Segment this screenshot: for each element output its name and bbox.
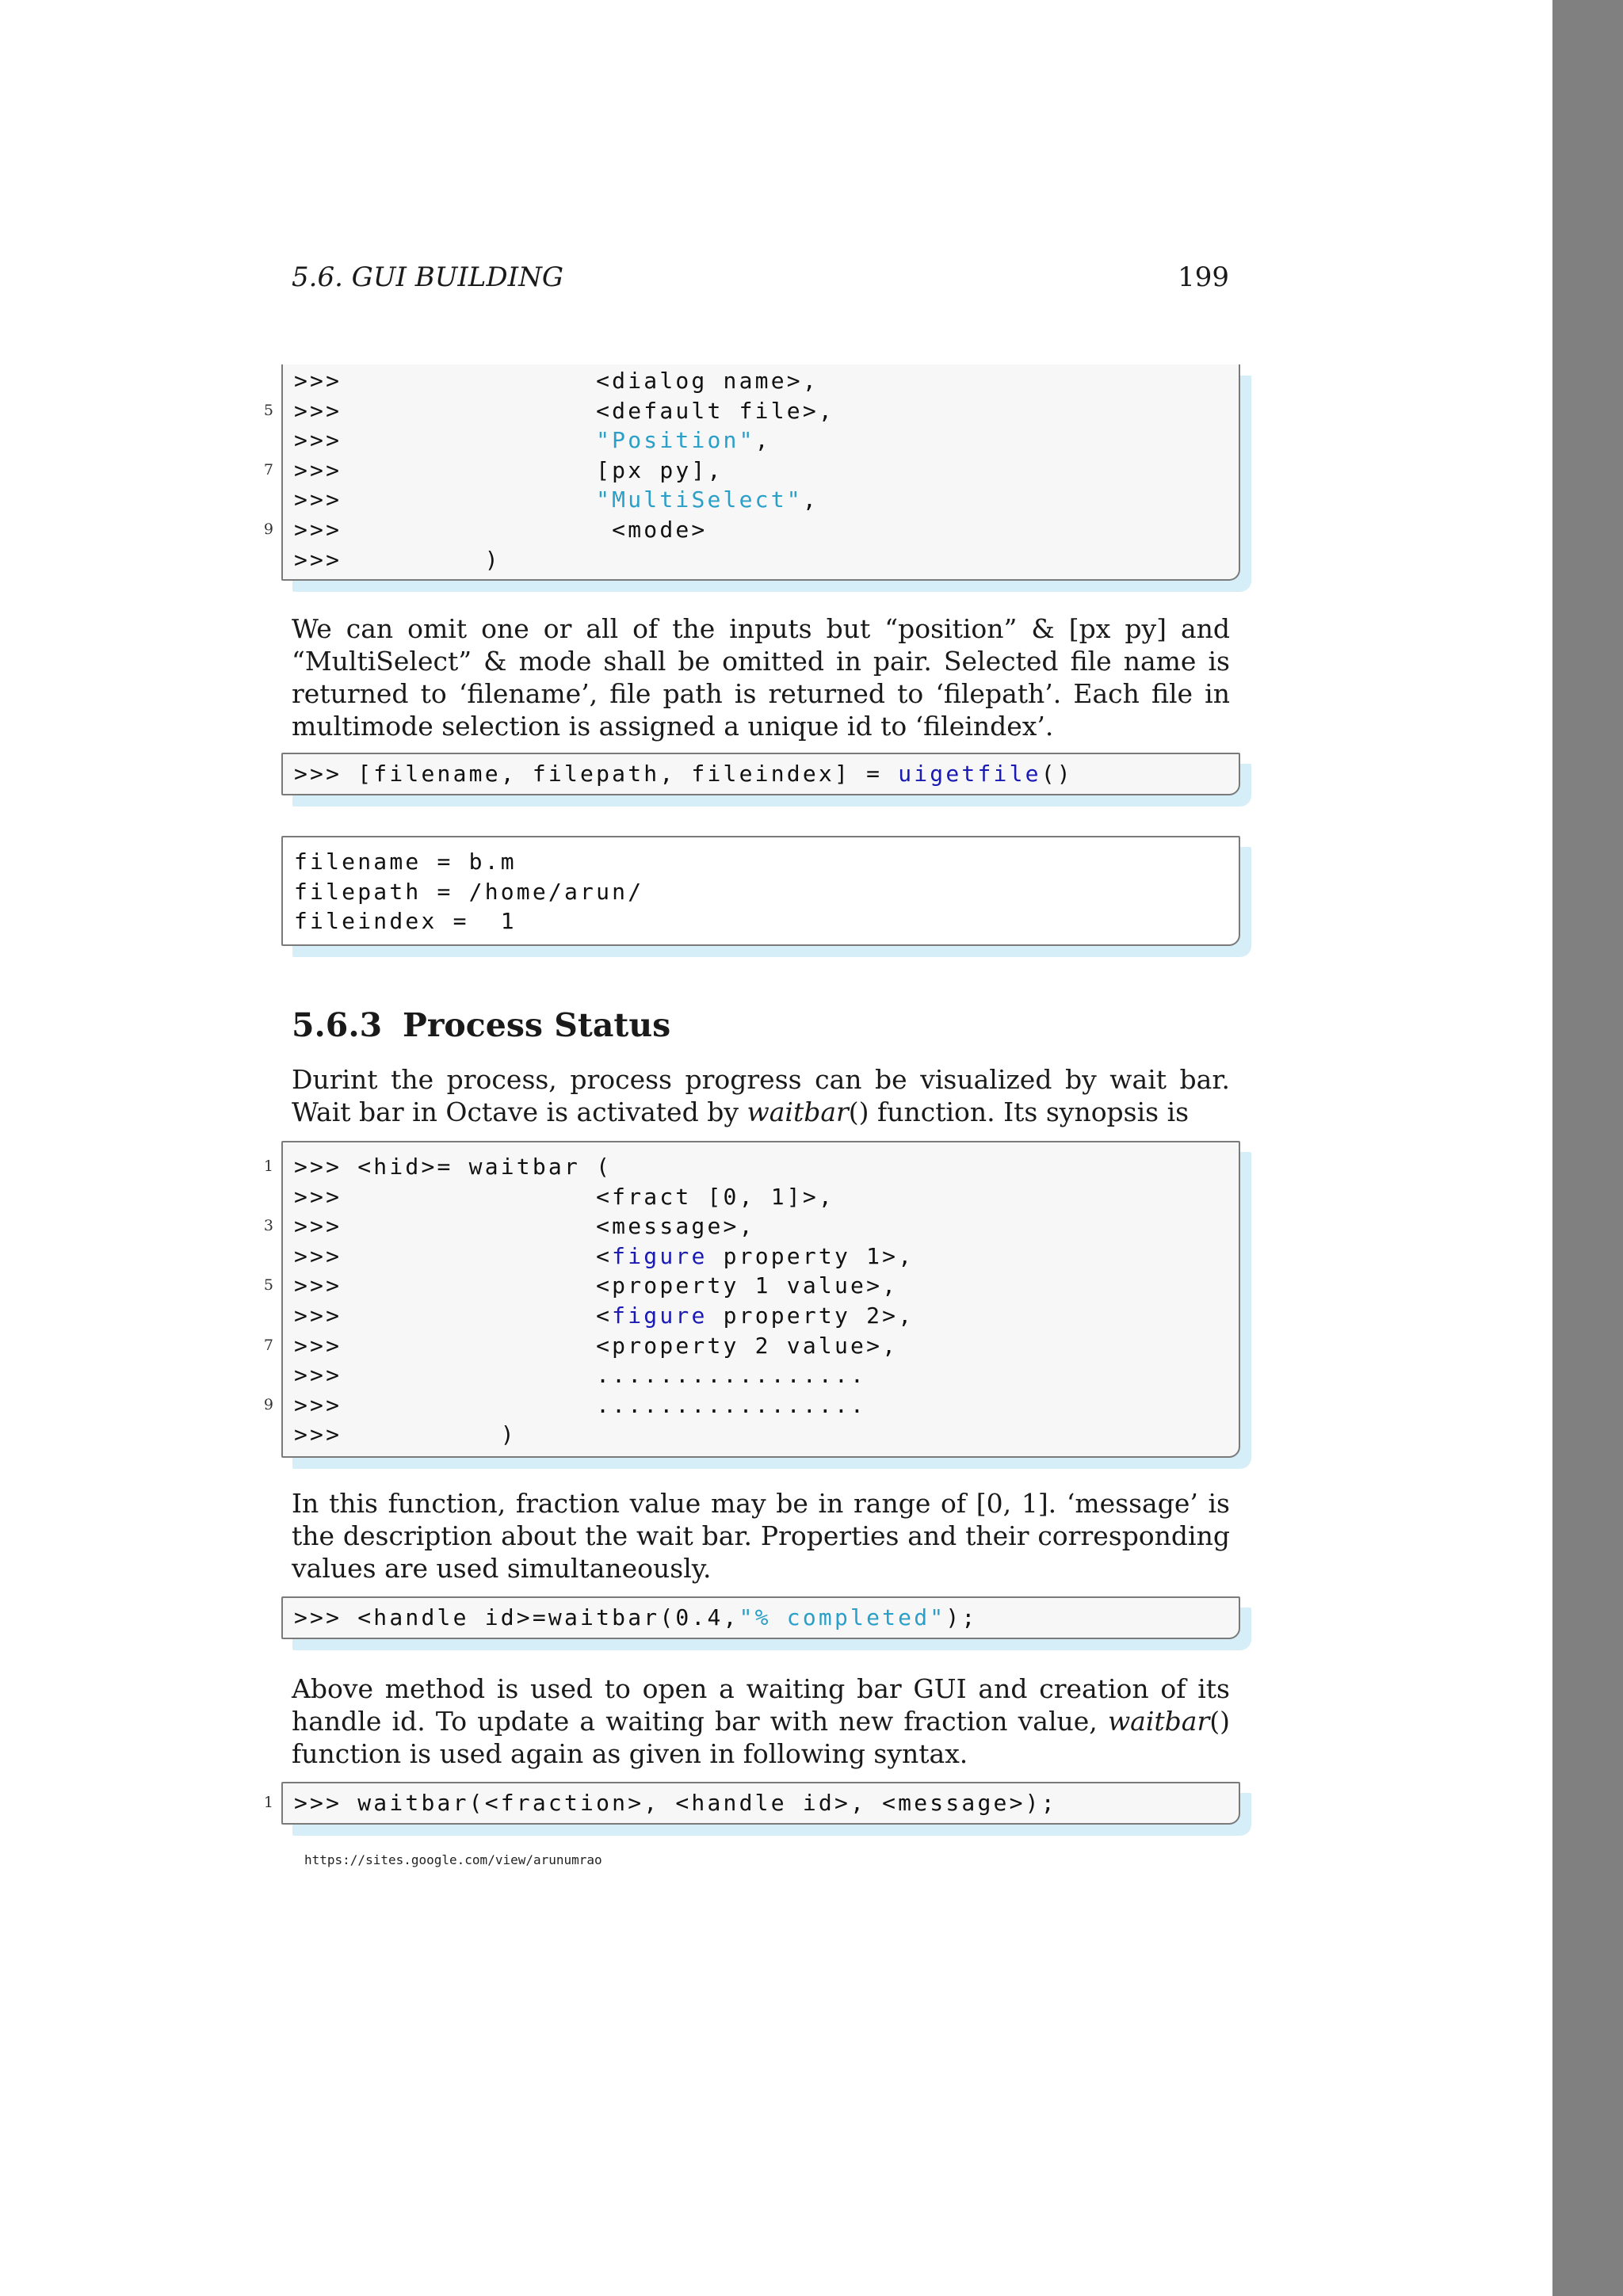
code-text: () [1041,761,1073,787]
line-number: 3 [263,1217,273,1235]
code-block-waitbar-update [263,1782,1240,1825]
code-line [283,425,1239,456]
paragraph-waitbar-params: In this function, fraction value may be in range of [0, 1]. ‘message’ is the description about the wait bar. Properties and their corresponding values are used simultaneously. [292,1488,1230,1584]
code-text: filename = b.m [294,849,517,875]
line-number: 7 [263,1336,273,1354]
code-text: fileindex = 1 [294,908,517,935]
page-number: 199 [1178,261,1229,293]
line-number: 9 [263,520,273,538]
code-text: filepath = /home/arun/ [294,878,644,905]
code-text: >>> <default file>, [294,397,834,424]
code-block-uigetfile-call [281,753,1240,795]
code-text: >>> [294,427,597,454]
text-segment: Above method is used to open a waiting bar GUI and creation of its handle id. To update a waiting bar with new fraction value, [292,1673,1230,1737]
section-heading [292,1006,670,1044]
code-text: >>> ) [294,546,501,573]
code-line [283,1360,1239,1390]
code-line [283,1301,1239,1331]
code-keyword: figure [612,1302,708,1329]
code-text: , [754,427,771,454]
code-string: "Position" [596,427,755,454]
code-line [283,1420,1239,1450]
code-keyword: figure [612,1242,708,1269]
line-number: 5 [263,1276,273,1295]
code-text: >>> ................. [294,1391,867,1418]
code-string: "MultiSelect" [596,486,803,513]
code-text: >>> <hid>= waitbar ( [294,1154,613,1180]
code-block-uigetfile-synopsis [263,364,1240,581]
line-number: 1 [263,1158,273,1175]
section-number: 5.6.3 [292,1006,383,1044]
code-text: >>> ) [294,1421,517,1448]
line-number: 1 [263,1794,273,1811]
emphasis-waitbar: waitbar [1107,1706,1210,1737]
code-text: >>> < [294,1242,613,1269]
code-text: >>> <mode> [294,516,708,543]
code-text: >>> [294,486,597,513]
code-line [263,456,1239,486]
code-block-waitbar-call [281,1596,1240,1639]
code-line [283,1603,1239,1633]
code-text: property 2>, [707,1302,915,1329]
line-number: 9 [263,1395,273,1413]
code-text: >>> <dialog name>, [294,368,819,394]
code-text: >>> < [294,1302,613,1329]
code-text: >>> [px py], [294,456,724,483]
code-text: >>> <handle id>=waitbar(0.4, [294,1604,739,1630]
paragraph-waitbar-intro [292,1063,1230,1128]
page-edge-bar [1552,0,1623,2296]
emphasis-waitbar: waitbar [747,1097,849,1127]
code-line [283,485,1239,515]
code-line [263,1271,1239,1301]
code-text: property 1>, [707,1242,915,1269]
footer-url: https://sites.google.com/view/arunumrao [304,1852,602,1867]
code-line [283,1182,1239,1212]
code-line [283,545,1239,575]
code-line [283,906,1239,936]
text-segment: () function. Its synopsis is [848,1097,1190,1127]
code-line [283,877,1239,907]
paragraph-uigetfile-description: We can omit one or all of the inputs but “position” & [px py] and “MultiSelect” & mode shall be omitted in pair. Selected file name is returned to ‘filename’, file path is returned to ‘filepath’. Each file in multimode selection is assigned a unique id to ‘fileindex’. [292,613,1230,742]
code-keyword: uigetfile [898,761,1041,787]
code-string: "% completed" [739,1604,946,1630]
code-text: >>> <fract [0, 1]>, [294,1183,834,1210]
code-line [283,366,1239,396]
code-line [263,1390,1239,1421]
code-text: , [802,486,819,513]
output-block-uigetfile [281,836,1240,946]
code-line [283,1241,1239,1272]
code-line [283,759,1239,789]
code-line [263,1211,1239,1241]
code-text: ); [945,1604,978,1630]
code-line [263,1788,1239,1818]
running-head-section: 5.6. GUI BUILDING [292,261,563,293]
code-text: >>> <property 2 value>, [294,1332,899,1359]
code-line [263,396,1239,426]
code-text: >>> <message>, [294,1213,755,1240]
text-segment: () function is used again as given in following syntax. [292,1706,1230,1769]
code-line [263,515,1239,545]
code-line [263,1152,1239,1182]
code-text: >>> waitbar(<fraction>, <handle id>, <message>); [294,1790,1057,1816]
code-block-waitbar-synopsis [263,1141,1240,1458]
text-segment: Durint the process, process progress can be visualized by wait bar. Wait bar in Octave is activated by [292,1064,1230,1127]
code-line [263,1331,1239,1361]
code-text: >>> <property 1 value>, [294,1272,899,1299]
line-number: 7 [263,460,273,479]
code-text: >>> [filename, filepath, fileindex] = [294,761,899,787]
line-number: 5 [263,401,273,419]
code-text: >>> ................. [294,1362,867,1389]
section-title: Process Status [403,1006,671,1044]
paragraph-waitbar-update [292,1672,1230,1770]
code-line [283,847,1239,877]
